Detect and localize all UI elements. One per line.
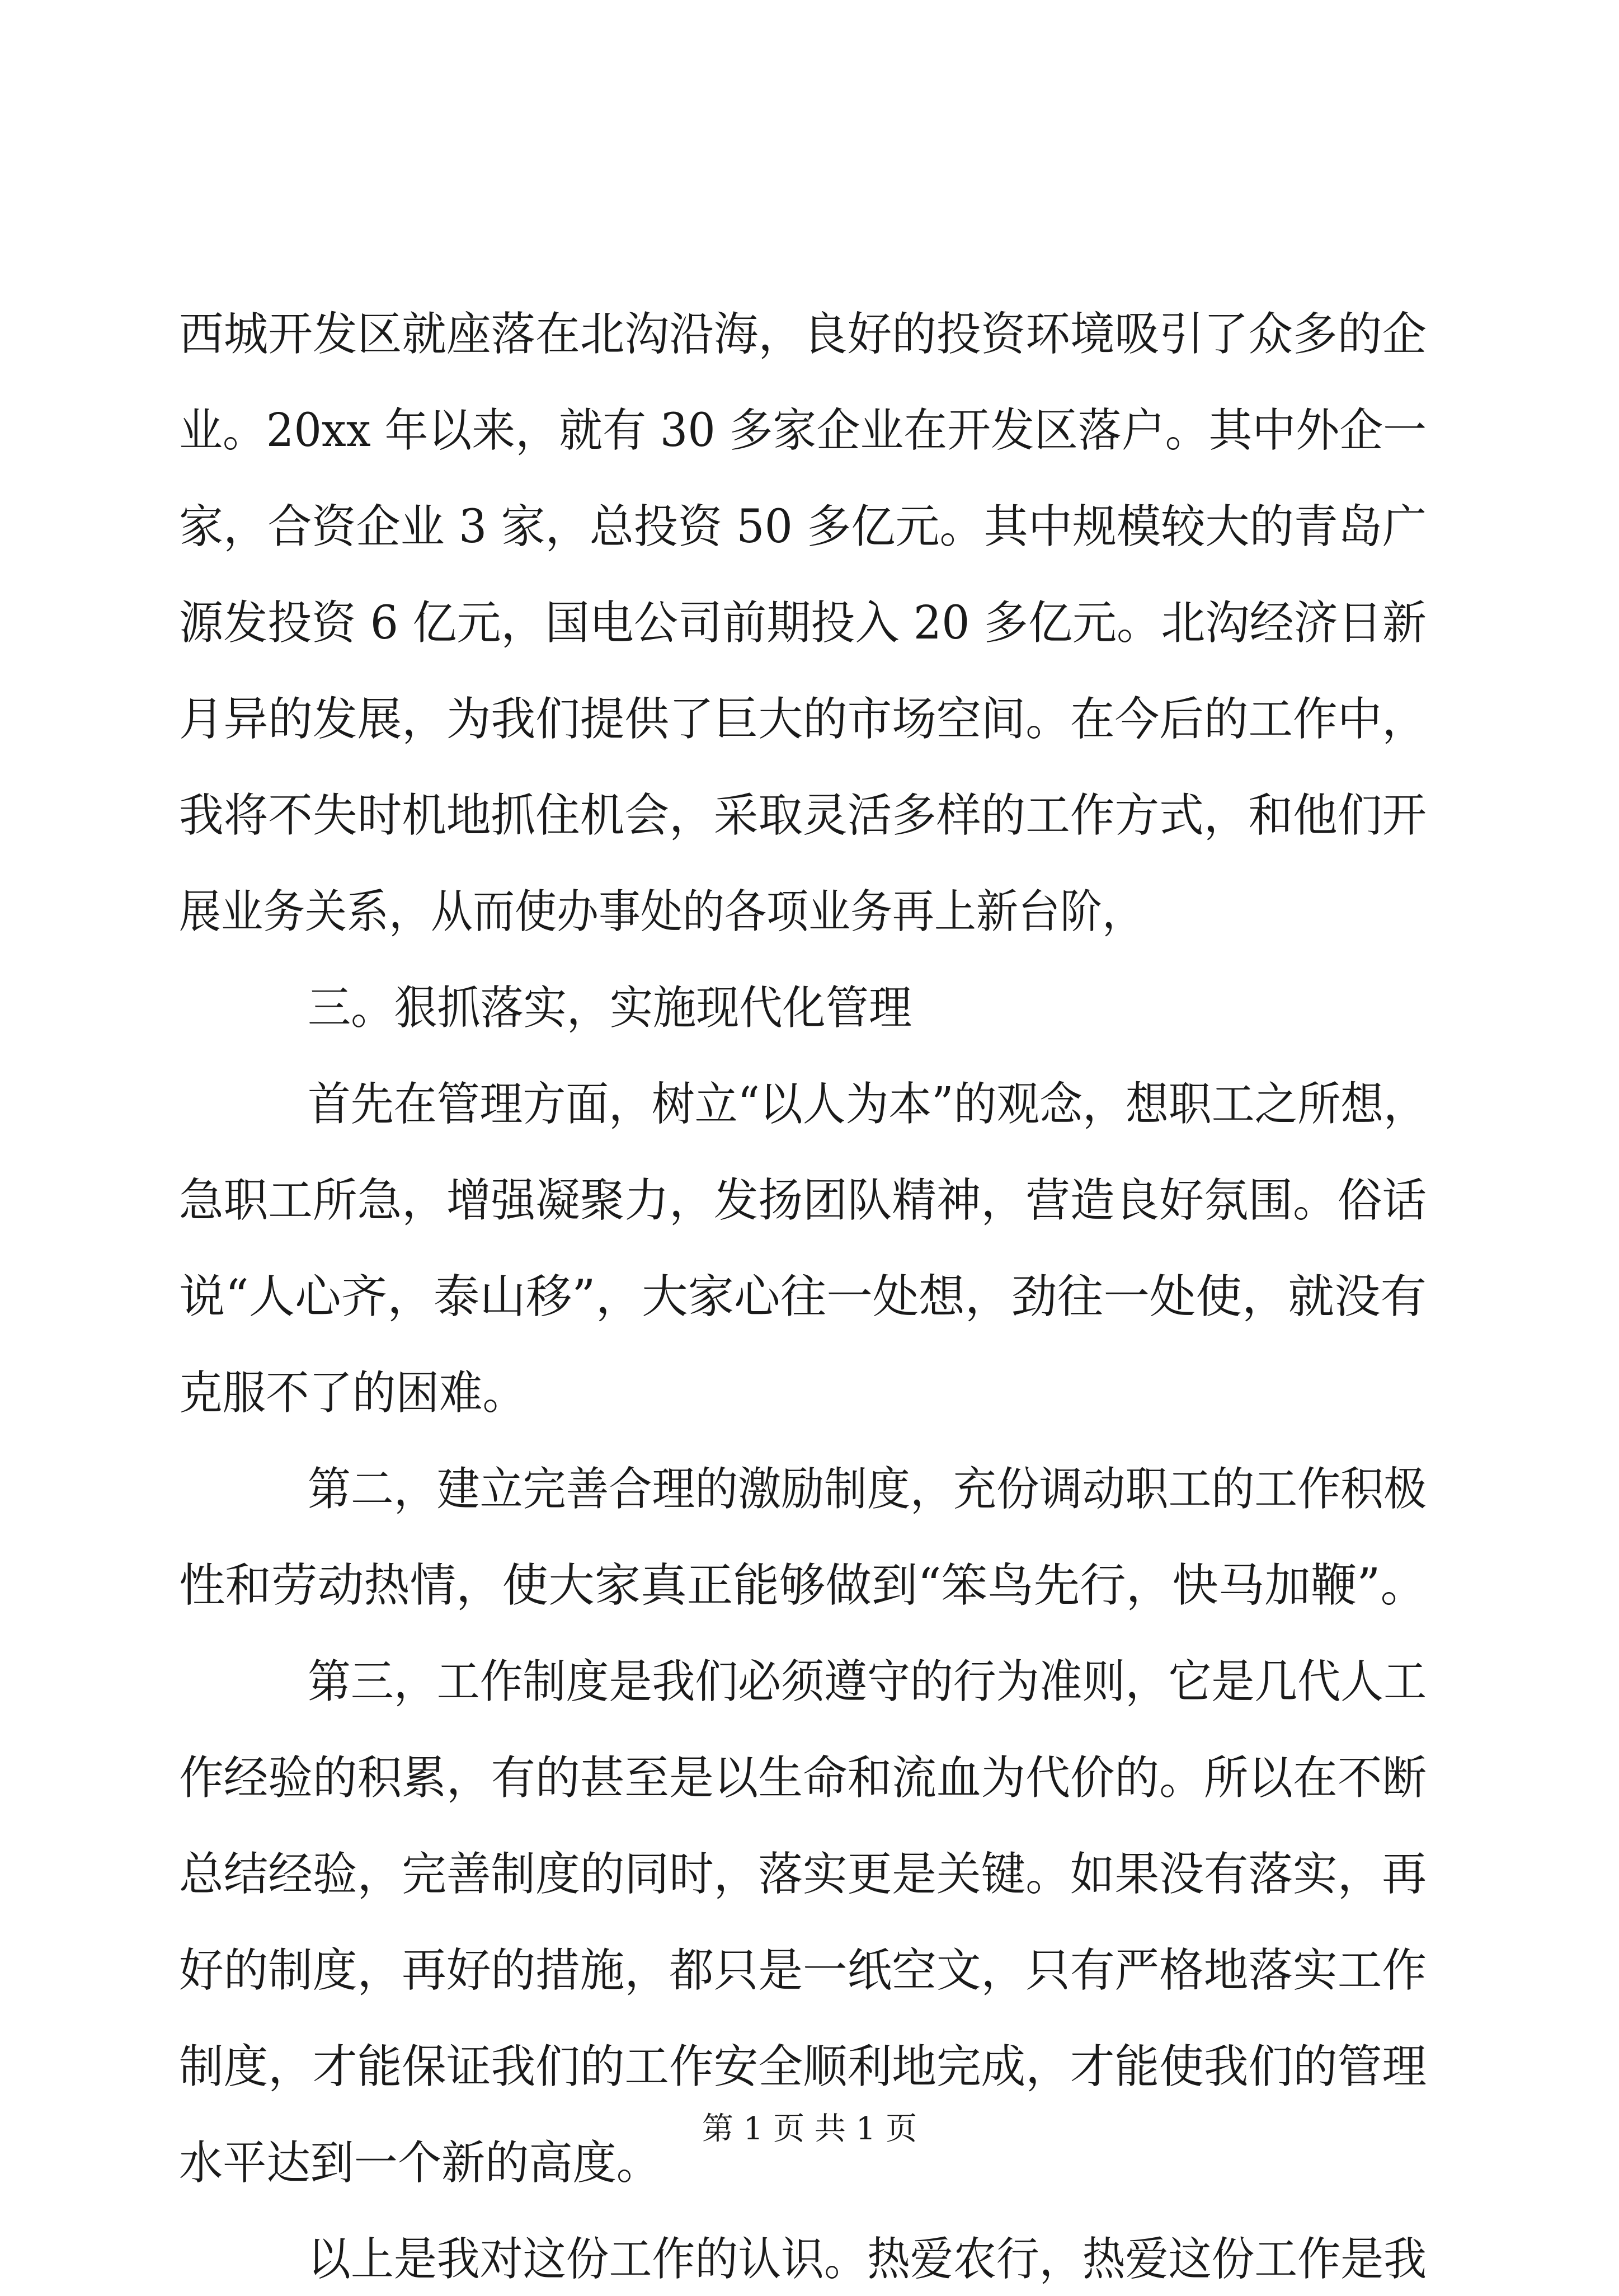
text-line xyxy=(0,1357,1619,1430)
text-line xyxy=(0,298,1619,371)
text-line xyxy=(0,587,1619,660)
text-line-content: 第二，建立完善合理的激励制度，充份调动职工的工作积极 xyxy=(308,1463,1427,1516)
text-line xyxy=(0,1453,1619,1526)
text-line-content: 总结经验，完善制度的同时，落实更是关键。如果没有落实，再 xyxy=(179,1848,1427,1901)
text-line xyxy=(0,1165,1619,1237)
text-line xyxy=(0,395,1619,467)
text-line xyxy=(0,780,1619,852)
text-line-content: 好的制度，再好的措施，都只是一纸空文，只有严格地落实工作 xyxy=(179,1944,1427,1997)
text-line-content: 家，合资企业 3 家，总投资 50 多亿元。其中规模较大的青岛广 xyxy=(179,500,1427,553)
text-line-content: 制度，才能保证我们的工作安全顺利地完成，才能使我们的管理 xyxy=(179,2040,1427,2093)
text-line-content: 急职工所急，增强凝聚力，发扬团队精神，营造良好氛围。俗话 xyxy=(179,1174,1427,1227)
text-line-content: 西城开发区就座落在北沟沿海，良好的投资环境吸引了众多的企 xyxy=(179,308,1427,361)
text-line-content: 首先在管理方面，树立“以人为本”的观念，想职工之所想， xyxy=(308,1078,1427,1131)
text-line-content: 水平达到一个新的高度。 xyxy=(179,2137,660,2190)
section-heading xyxy=(0,972,1619,1045)
text-line xyxy=(0,1068,1619,1141)
text-line-content: 展业务关系，从而使办事处的各项业务再上新台阶， xyxy=(179,885,1144,938)
text-line-content: 我将不失时机地抓住机会，采取灵活多样的工作方式，和他们开 xyxy=(179,789,1427,842)
text-line xyxy=(0,683,1619,756)
text-line xyxy=(0,876,1619,949)
text-line xyxy=(0,2223,1619,2296)
text-line xyxy=(0,1646,1619,1719)
text-line-content: 源发投资 6 亿元，国电公司前期投入 20 多亿元。北沟经济日新 xyxy=(179,597,1427,650)
text-line-content: 性和劳动热情，使大家真正能够做到“笨鸟先行，快马加鞭”。 xyxy=(179,1559,1427,1612)
text-line xyxy=(0,1935,1619,2007)
text-line xyxy=(0,491,1619,564)
text-line xyxy=(0,1550,1619,1622)
text-line xyxy=(0,2031,1619,2104)
text-line xyxy=(0,1838,1619,1911)
text-line xyxy=(0,1261,1619,1334)
text-line-content: 月异的发展，为我们提供了巨大的市场空间。在今后的工作中， xyxy=(179,693,1427,746)
page-footer: 第 1 页 共 1 页 xyxy=(702,2111,917,2147)
text-line-content: 作经验的积累，有的甚至是以生命和流血为代价的。所以在不断 xyxy=(179,1752,1427,1805)
text-line-content: 说“人心齐，泰山移”，大家心往一处想，劲往一处使，就没有 xyxy=(179,1270,1427,1323)
section-heading-content: 三。狠抓落实，实施现代化管理 xyxy=(308,982,912,1035)
text-line-content: 第三，工作制度是我们必须遵守的行为准则，它是几代人工 xyxy=(308,1655,1427,1708)
text-line-content: 以上是我对这份工作的认识。热爱农行，热爱这份工作是我 xyxy=(308,2233,1427,2286)
text-line-content: 克服不了的困难。 xyxy=(179,1367,526,1420)
text-line-content: 业。20xx 年以来，就有 30 多家企业在开发区落户。其中外企一 xyxy=(179,404,1427,457)
text-line xyxy=(0,1742,1619,1815)
